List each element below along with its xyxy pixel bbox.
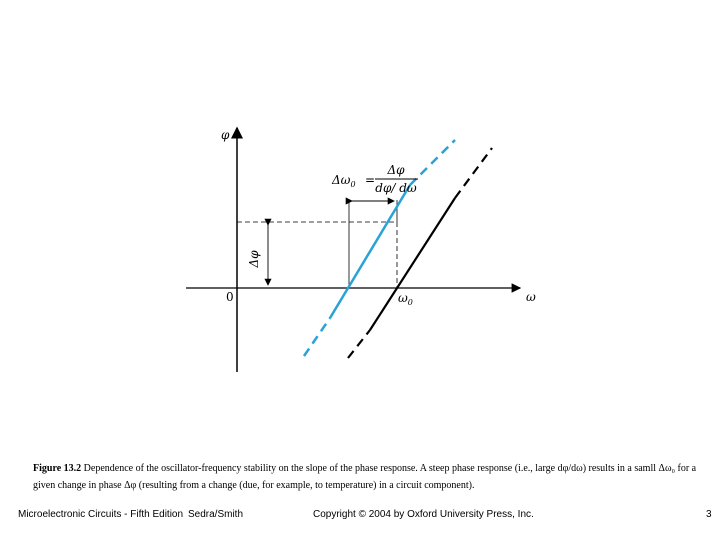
delta-phi-label: Δφ — [247, 250, 261, 268]
footer-copyright: Copyright © 2004 by Oxford University Press, Inc. — [313, 509, 534, 520]
delta-omega0-label: $\Delta\omega_0$ — [332, 173, 356, 189]
figure-caption — [33, 460, 703, 494]
equals-sign: = — [365, 173, 376, 187]
footer-authors: Sedra/Smith — [188, 509, 244, 520]
shifted-phase-response — [304, 140, 455, 356]
figure-label: Figure 13.2 — [33, 463, 82, 474]
footer-page-number: 3 — [706, 509, 712, 520]
fraction-numerator: Δφ — [387, 163, 405, 177]
footer-book-title: Microelectronic Circuits - Fifth Edition — [18, 509, 184, 520]
omega0-label: $\omega_0$ — [398, 291, 413, 307]
phi-axis-label: φ — [221, 128, 230, 142]
caption-text: Dependence of the oscillator-frequency stability on the slope of the phase response. A steep phase response (i.e., large dφ/dω) results in a samll Δω₀ for a given change in phase Δφ (resulting from a change (due, for example, to temperature) in a circuit component). — [33, 463, 697, 491]
fraction-denominator: dφ/ dω — [375, 181, 417, 195]
origin-label: 0 — [226, 290, 234, 304]
omega-axis-label: ω — [526, 290, 536, 304]
